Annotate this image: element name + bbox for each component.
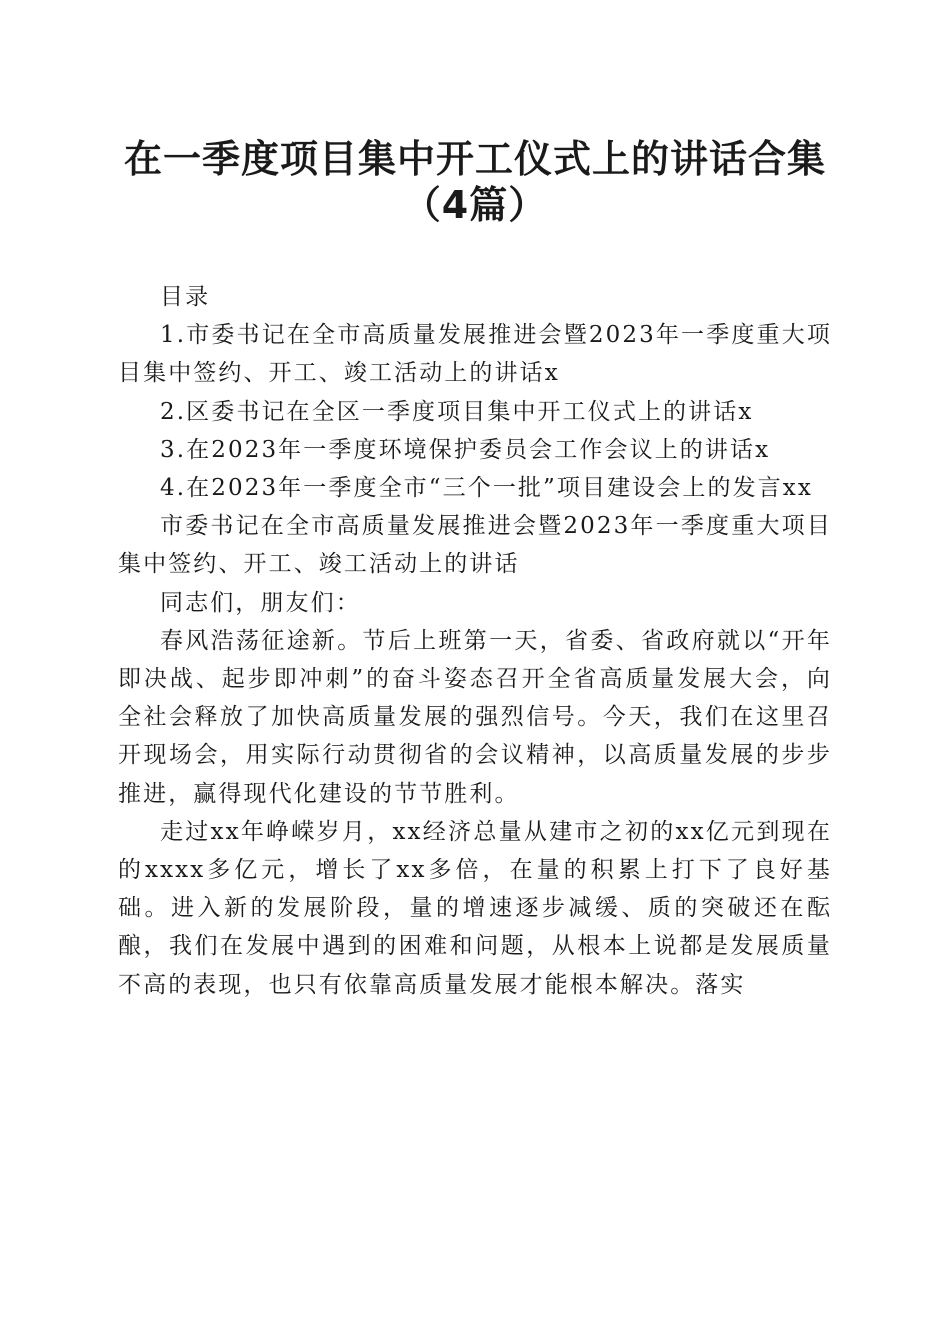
body-paragraph: 春风浩荡征途新。节后上班第一天，省委、省政府就以“开年即决战、起步即冲刺”的奋斗姿态召开全省高质量发展大会，向全社会释放了加快高质量发展的强烈信号。今天，我们在这里召开现场会，用实际行动贯彻省的会议精神，以高质量发展的步步推进，赢得现代化建设的节节胜利。 <box>118 627 832 807</box>
body-paragraph: 走过xx年峥嵘岁月，xx经济总量从建市之初的xx亿元到现在的xxxx多亿元，增长了xx多倍，在量的积累上打下了良好基础。进入新的发展阶段，量的增速逐步减缓、质的突破还在酝酿，我们在发展中遇到的困难和问题，从根本上说都是发展质量不高的表现，也只有依靠高质量发展才能根本解决。落实 <box>118 818 832 998</box>
toc-heading: 目录 <box>160 284 211 310</box>
document-title: 在一季度项目集中开工仪式上的讲话合集（4篇） <box>123 137 826 227</box>
toc-item: 4.在2023年一季度全市“三个一批”项目建设会上的发言xx <box>160 475 813 502</box>
toc-item: 1.市委书记在全市高质量发展推进会暨2023年一季度重大项目集中签约、开工、竣工活动上的讲话x <box>118 322 832 387</box>
toc-item: 2.区委书记在全区一季度项目集中开工仪式上的讲话x <box>160 398 754 425</box>
toc-item: 3.在2023年一季度环境保护委员会工作会议上的讲话x <box>160 436 771 463</box>
document-body <box>118 278 832 1004</box>
greeting: 同志们，朋友们： <box>160 589 361 616</box>
section-title: 市委书记在全市高质量发展推进会暨2023年一季度重大项目集中签约、开工、竣工活动上的讲话 <box>118 513 832 578</box>
